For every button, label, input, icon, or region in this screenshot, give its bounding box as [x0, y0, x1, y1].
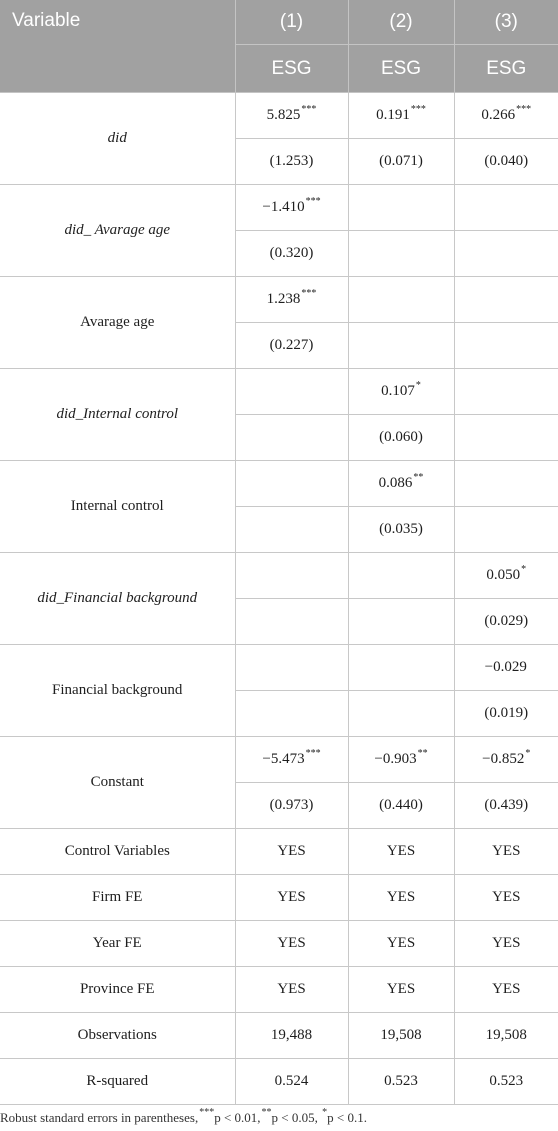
significance-stars: ***	[305, 196, 321, 207]
footnote-text-3: p < 0.1.	[327, 1110, 367, 1125]
se-cell: (0.060)	[348, 415, 454, 461]
row-label: Constant	[0, 737, 235, 829]
value-cell: 0.523	[348, 1059, 454, 1105]
value-cell: YES	[348, 967, 454, 1013]
coef-cell	[454, 553, 558, 599]
header-depvar-3: ESG	[454, 45, 558, 93]
table-row-coef	[0, 645, 558, 691]
row-label: Province FE	[0, 967, 235, 1013]
value-cell: YES	[235, 875, 348, 921]
significance-stars: *	[521, 564, 527, 575]
row-label: did_Internal control	[0, 369, 235, 461]
coef-cell	[348, 93, 454, 139]
table-row-coef	[0, 277, 558, 323]
se-cell	[348, 231, 454, 277]
coef-cell	[235, 93, 348, 139]
significance-stars: ***	[305, 748, 321, 759]
coef-cell	[348, 461, 454, 507]
row-label: did_Financial background	[0, 553, 235, 645]
coef-cell	[348, 185, 454, 231]
significance-stars: **	[413, 472, 424, 483]
value-cell: YES	[348, 921, 454, 967]
table-row	[0, 921, 558, 967]
row-label: Firm FE	[0, 875, 235, 921]
row-label: Avarage age	[0, 277, 235, 369]
se-cell	[454, 415, 558, 461]
coef-value: −0.903	[374, 751, 417, 767]
coef-value: −5.473	[262, 751, 305, 767]
value-cell: YES	[235, 967, 348, 1013]
coef-cell	[235, 737, 348, 783]
value-cell: 19,508	[454, 1013, 558, 1059]
se-cell: (0.019)	[454, 691, 558, 737]
coef-cell	[235, 553, 348, 599]
row-label: R-squared	[0, 1059, 235, 1105]
coef-value: −0.029	[484, 659, 527, 675]
significance-stars: ***	[410, 104, 426, 115]
se-cell: (0.440)	[348, 783, 454, 829]
coef-cell	[454, 93, 558, 139]
value-cell: YES	[454, 829, 558, 875]
se-cell: (0.320)	[235, 231, 348, 277]
coef-value: 1.238	[266, 291, 301, 307]
footnote-sig-1: ***	[199, 1107, 215, 1118]
coef-value: 0.191	[376, 107, 410, 123]
table-body	[0, 93, 558, 1105]
coef-cell	[235, 277, 348, 323]
coef-cell	[454, 737, 558, 783]
value-cell: YES	[235, 829, 348, 875]
coef-cell	[235, 645, 348, 691]
header-col-1: (1)	[235, 0, 348, 45]
header-depvar-2: ESG	[348, 45, 454, 93]
table-footnote	[0, 1107, 367, 1126]
coef-cell	[348, 369, 454, 415]
value-cell: YES	[235, 921, 348, 967]
header-col-2: (2)	[348, 0, 454, 45]
table-header	[0, 0, 558, 93]
header-variable: Variable	[0, 0, 235, 93]
coef-value: −1.410	[262, 199, 305, 215]
significance-stars: ***	[516, 104, 532, 115]
row-label: Financial background	[0, 645, 235, 737]
row-label: did	[0, 93, 235, 185]
value-cell: YES	[454, 875, 558, 921]
value-cell: 19,488	[235, 1013, 348, 1059]
row-label: Observations	[0, 1013, 235, 1059]
coef-value: −0.852	[482, 751, 525, 767]
row-label: Internal control	[0, 461, 235, 553]
se-cell	[454, 323, 558, 369]
table-row	[0, 967, 558, 1013]
table-row	[0, 1013, 558, 1059]
coef-value: 0.050	[486, 567, 521, 583]
table-row	[0, 875, 558, 921]
coef-cell	[454, 645, 558, 691]
se-cell: (0.029)	[454, 599, 558, 645]
se-cell: (0.227)	[235, 323, 348, 369]
coef-cell	[348, 737, 454, 783]
value-cell: 0.523	[454, 1059, 558, 1105]
row-label: Year FE	[0, 921, 235, 967]
table-row-coef	[0, 369, 558, 415]
value-cell: YES	[348, 829, 454, 875]
se-cell	[235, 691, 348, 737]
coef-cell	[454, 461, 558, 507]
table-row	[0, 1059, 558, 1105]
se-cell: (0.973)	[235, 783, 348, 829]
table-row-coef	[0, 553, 558, 599]
value-cell: YES	[454, 967, 558, 1013]
coef-cell	[454, 185, 558, 231]
se-cell	[348, 323, 454, 369]
significance-stars: ***	[301, 104, 317, 115]
row-label: Control Variables	[0, 829, 235, 875]
value-cell: YES	[348, 875, 454, 921]
coef-value: 0.086	[378, 475, 413, 491]
table-row-coef	[0, 185, 558, 231]
coef-cell	[454, 369, 558, 415]
se-cell	[454, 507, 558, 553]
row-label: did_ Avarage age	[0, 185, 235, 277]
se-cell: (0.071)	[348, 139, 454, 185]
se-cell	[348, 599, 454, 645]
se-cell: (0.040)	[454, 139, 558, 185]
coef-cell	[235, 369, 348, 415]
coef-cell	[348, 277, 454, 323]
footnote-text-2: p < 0.05,	[271, 1110, 322, 1125]
coef-cell	[235, 461, 348, 507]
header-depvar-1: ESG	[235, 45, 348, 93]
coef-cell	[454, 277, 558, 323]
se-cell	[235, 415, 348, 461]
significance-stars: ***	[301, 288, 317, 299]
value-cell: 19,508	[348, 1013, 454, 1059]
coef-value: 5.825	[266, 107, 301, 123]
significance-stars: **	[417, 748, 428, 759]
se-cell	[235, 507, 348, 553]
header-col-3: (3)	[454, 0, 558, 45]
coef-value: 0.266	[481, 107, 516, 123]
value-cell: YES	[454, 921, 558, 967]
se-cell	[235, 599, 348, 645]
se-cell	[454, 231, 558, 277]
se-cell: (1.253)	[235, 139, 348, 185]
coef-value: 0.107	[381, 383, 415, 399]
table-row-coef	[0, 737, 558, 783]
table-row-coef	[0, 93, 558, 139]
value-cell: 0.524	[235, 1059, 348, 1105]
se-cell: (0.035)	[348, 507, 454, 553]
coef-cell	[348, 645, 454, 691]
significance-stars: *	[525, 748, 531, 759]
footnote-prefix: Robust standard errors in parentheses,	[0, 1110, 199, 1125]
footnote-sig-3: *	[322, 1107, 328, 1118]
table-row-coef	[0, 461, 558, 507]
footnote-text-1: p < 0.01,	[214, 1110, 261, 1125]
se-cell	[348, 691, 454, 737]
table-row	[0, 829, 558, 875]
significance-stars: *	[415, 380, 421, 391]
se-cell: (0.439)	[454, 783, 558, 829]
coef-cell	[348, 553, 454, 599]
footnote-sig-2: **	[261, 1107, 272, 1118]
coef-cell	[235, 185, 348, 231]
